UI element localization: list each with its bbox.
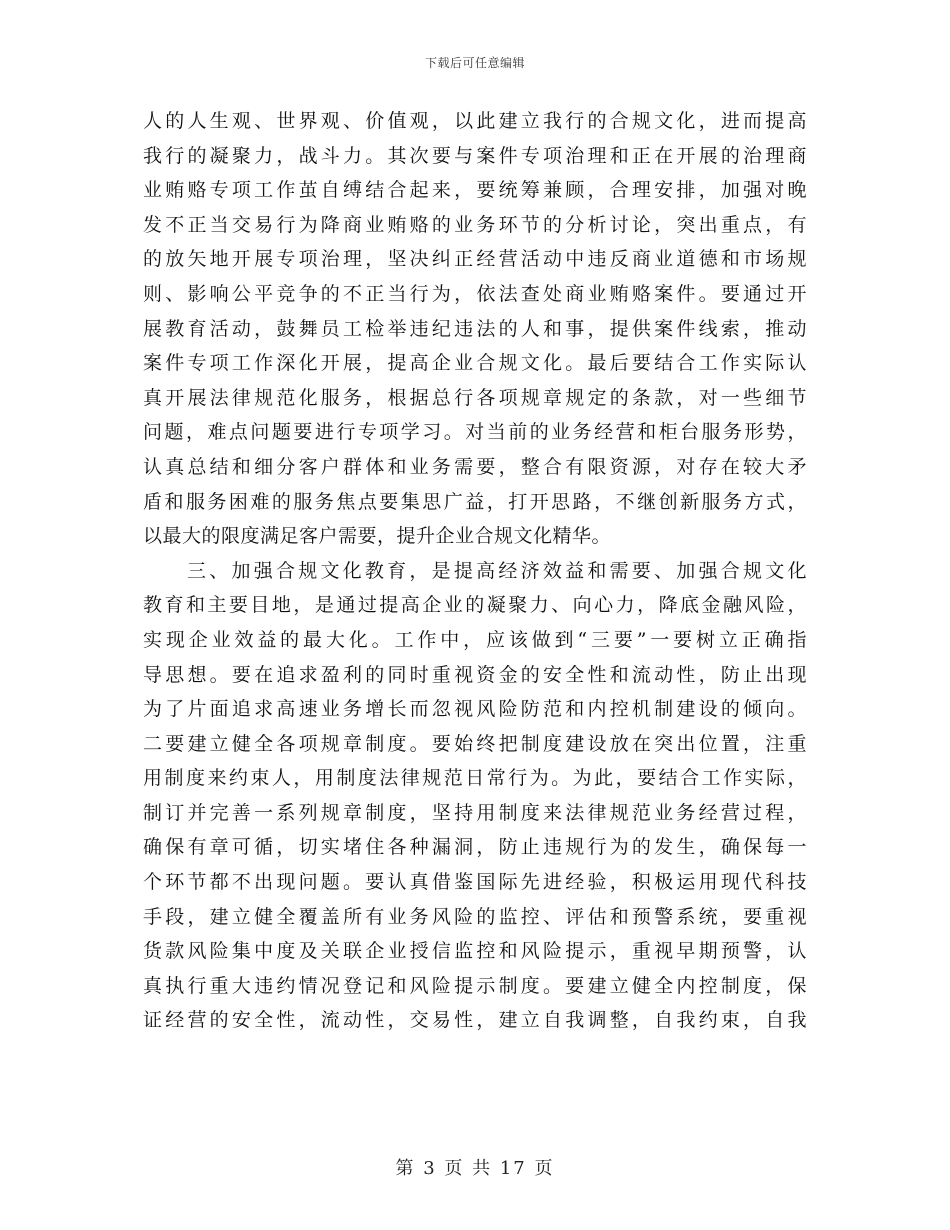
document-body: [143, 104, 807, 1038]
text-line: 认真总结和细分客户群体和业务需要，整合有限资源，对存在较大矛: [143, 455, 807, 478]
text-line: 人的人生观、世界观、价值观，以此建立我行的合规文化，进而提高: [143, 110, 807, 132]
text-line: 盾和服务困难的服务焦点要集思广益，打开思路，不继创新服务方式，: [143, 490, 807, 513]
text-line: 真开展法律规范化服务，根据总行各项规章规定的条款，对一些细节: [143, 386, 807, 409]
text-line: 则、影响公平竞争的不正当行为，依法查处商业贿赂案件。要通过开: [143, 282, 807, 305]
text-line: 三、加强合规文化教育，是提高经济效益和需要、加强合规文化: [187, 559, 807, 582]
page-number: 第 3 页 共 17 页: [395, 1158, 555, 1179]
text-line: 为了片面追求高速业务增长而忽视风险防范和内控机制建设的倾向。: [143, 698, 807, 721]
text-line: 证经营的安全性，流动性，交易性，建立自我调整，自我约束，自我: [143, 1009, 807, 1032]
text-line: 真执行重大违约情况登记和风险提示制度。要建立健全内控制度，保: [143, 974, 807, 997]
text-line: 教育和主要目地，是通过提高企业的凝聚力、向心力，降底金融风险，: [143, 594, 807, 617]
text-line: 问题，难点问题要进行专项学习。对当前的业务经营和柜台服务形势，: [143, 421, 807, 444]
paragraph-1: [143, 104, 807, 554]
text-line: 以最大的限度满足客户需要，提升企业合规文化精华。: [143, 525, 612, 548]
text-line: 货款风险集中度及关联企业授信监控和风险提示，重视早期预警，认: [143, 940, 807, 963]
text-line: 确保有章可循，切实堵住各种漏洞，防止违规行为的发生，确保每一: [143, 836, 807, 859]
text-line: 业贿赂专项工作茧自缚结合起来，要统筹兼顾，合理安排，加强对晚: [143, 179, 807, 202]
text-line: 制订并完善一系列规章制度，坚持用制度来法律规范业务经营过程，: [143, 801, 807, 824]
text-line: 我行的凝聚力，战斗力。其次要与案件专项治理和正在开展的治理商: [143, 144, 807, 167]
text-line: 展教育活动，鼓舞员工检举违纪违法的人和事，提供案件线索，推动: [143, 317, 807, 340]
text-line: 发不正当交易行为降商业贿赂的业务环节的分析讨论，突出重点，有: [143, 213, 807, 236]
page-header: 下载后可任意编辑: [424, 56, 525, 70]
paragraph-2: [143, 554, 807, 1038]
text-line: 导思想。要在追求盈利的同时重视资金的安全性和流动性，防止出现: [143, 663, 807, 686]
text-line: 实现企业效益的最大化。工作中，应该做到“三要”一要树立正确指: [143, 628, 807, 651]
text-line: 个环节都不出现问题。要认真借鉴国际先进经验，积极运用现代科技: [143, 871, 807, 894]
text-line: 二要建立健全各项规章制度。要始终把制度建设放在突出位置，注重: [143, 732, 807, 755]
text-line: 手段，建立健全覆盖所有业务风险的监控、评估和预警系统，要重视: [143, 905, 807, 928]
text-line: 用制度来约束人，用制度法律规范日常行为。为此，要结合工作实际，: [143, 767, 807, 790]
text-line: 案件专项工作深化开展，提高企业合规文化。最后要结合工作实际认: [143, 352, 807, 375]
text-line: 的放矢地开展专项治理，坚决纠正经营活动中违反商业道德和市场规: [143, 248, 807, 271]
